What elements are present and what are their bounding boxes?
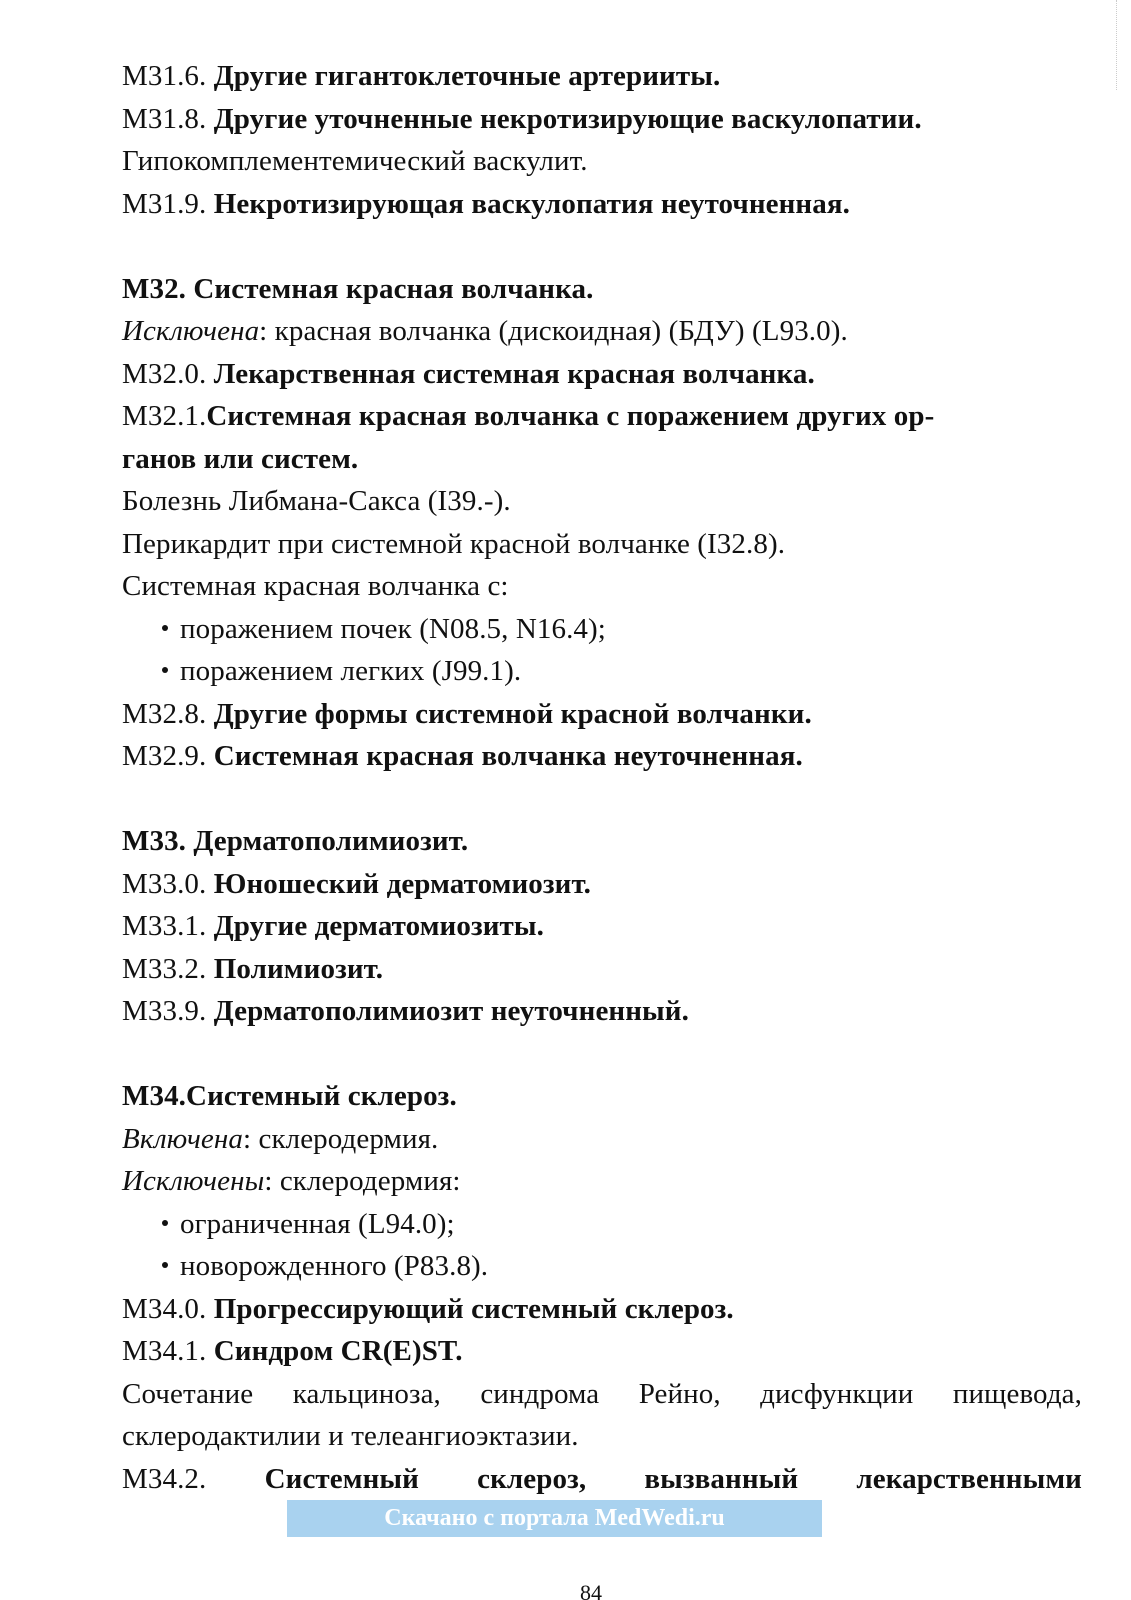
entry-title: Дерматополимиозит неуточненный. xyxy=(213,995,689,1027)
entry-m33-9 xyxy=(122,990,1082,1033)
bullet-text: поражением легких (J99.1). xyxy=(180,655,522,687)
bullet-text: новорожденного (P83.8). xyxy=(180,1250,489,1282)
exclusion-note xyxy=(122,310,1082,353)
document-page xyxy=(122,55,1082,1500)
entry-m32-9 xyxy=(122,735,1082,778)
entry-title: Другие формы системной красной волчанки. xyxy=(213,697,812,730)
entry-title-continued: ганов или систем. xyxy=(122,442,359,475)
section-heading-m34 xyxy=(122,1075,1082,1118)
inclusion-label: Включена xyxy=(122,1122,243,1155)
entry-title: Системная красная волчанка с поражением других ор- xyxy=(206,400,935,432)
bullet-icon xyxy=(162,667,168,673)
entry-m33-0 xyxy=(122,863,1082,906)
entry-code: M31.6. xyxy=(122,60,207,92)
heading-code: M33. xyxy=(122,825,187,857)
heading-code: M34. xyxy=(122,1080,187,1112)
entry-code: M34.2. xyxy=(122,1462,207,1495)
section-heading-m32 xyxy=(122,268,1082,311)
entry-note xyxy=(122,1373,1082,1416)
entry-m33-1 xyxy=(122,905,1082,948)
exclusion-label: Исключены xyxy=(122,1165,265,1197)
heading-title: Системная красная волчанка. xyxy=(193,272,594,305)
entry-title: Лекарственная системная красная волчанка. xyxy=(213,357,815,390)
entry-m32-1 xyxy=(122,395,1082,438)
heading-code: M32. xyxy=(122,272,187,305)
bullet-text: поражением почек (N08.5, N16.4); xyxy=(180,612,606,645)
note-text: Гипокомплементемический васкулит. xyxy=(122,145,588,177)
entry-code: M32.9. xyxy=(122,740,207,772)
inclusion-text: : склеродермия. xyxy=(242,1122,439,1155)
section-gap xyxy=(122,778,1082,821)
note-text: склеродактилии и телеангиоэктазии. xyxy=(122,1420,579,1452)
entry-note xyxy=(122,140,1082,183)
entry-m34-2 xyxy=(122,1458,1082,1501)
note-text: Болезнь Либмана-Сакса (I39.-). xyxy=(122,485,511,517)
entry-title: Другие дерматомиозиты. xyxy=(213,910,544,942)
entry-title: Системный склероз, вызванный лекарственными xyxy=(264,1462,1082,1495)
entry-note xyxy=(122,523,1082,566)
bullet-item xyxy=(122,1203,1082,1246)
bullet-icon xyxy=(162,1220,168,1226)
entry-code: M34.1. xyxy=(122,1335,207,1367)
download-source-banner: Скачано с портала MedWedi.ru xyxy=(287,1500,822,1537)
entry-note xyxy=(122,565,1082,608)
inclusion-note xyxy=(122,1118,1082,1161)
entry-code: M34.0. xyxy=(122,1292,207,1325)
bullet-icon xyxy=(162,1262,168,1268)
entry-m34-1 xyxy=(122,1330,1082,1373)
entry-title: Другие гигантоклеточные артерииты. xyxy=(213,60,721,92)
entry-code: M31.8. xyxy=(122,102,207,135)
note-text: Перикардит при системной красной волчанке (I32.8). xyxy=(122,527,786,560)
bullet-text: ограниченная (L94.0); xyxy=(180,1207,455,1240)
entry-m31-8 xyxy=(122,98,1082,141)
entry-title: Юношеский дерматомиозит. xyxy=(213,867,591,900)
section-heading-m33 xyxy=(122,820,1082,863)
exclusion-label: Исключена xyxy=(122,315,260,347)
entry-title: Некротизирующая васкулопатия неуточненная. xyxy=(213,187,850,220)
entry-code: M33.9. xyxy=(122,995,207,1027)
entry-code: M32.8. xyxy=(122,697,207,730)
bullet-item xyxy=(122,1245,1082,1288)
scan-edge-marks xyxy=(1112,0,1117,90)
bullet-icon xyxy=(162,625,168,631)
entry-m33-2 xyxy=(122,948,1082,991)
entry-code: M33.0. xyxy=(122,867,207,900)
exclusion-text: : склеродермия: xyxy=(264,1165,461,1197)
entry-m32-8 xyxy=(122,693,1082,736)
section-gap xyxy=(122,225,1082,268)
exclusion-note xyxy=(122,1160,1082,1203)
bullet-item xyxy=(122,650,1082,693)
entry-title: Прогрессирующий системный склероз. xyxy=(213,1292,734,1325)
entry-m34-0 xyxy=(122,1288,1082,1331)
entry-note xyxy=(122,480,1082,523)
section-gap xyxy=(122,1033,1082,1076)
entry-note xyxy=(122,1415,1082,1458)
page-number: 84 xyxy=(580,1580,602,1600)
exclusion-text: : красная волчанка (дискоидная) (БДУ) (L93.0). xyxy=(259,315,848,347)
entry-code: M31.9. xyxy=(122,187,207,220)
note-text: Системная красная волчанка с: xyxy=(122,570,509,602)
entry-m32-0 xyxy=(122,353,1082,396)
heading-title: Дерматополимиозит. xyxy=(193,825,469,857)
entry-title: Синдром CR(E)ST. xyxy=(213,1335,463,1367)
entry-title: Полимиозит. xyxy=(213,952,384,985)
entry-code: M32.1. xyxy=(122,400,207,432)
entry-m31-6 xyxy=(122,55,1082,98)
note-text: Сочетание кальциноза, синдрома Рейно, дисфункции пищевода, xyxy=(122,1377,1082,1410)
bullet-item xyxy=(122,608,1082,651)
entry-title: Другие уточненные некротизирующие васкулопатии. xyxy=(213,102,922,135)
entry-code: M32.0. xyxy=(122,357,207,390)
entry-title: Системная красная волчанка неуточненная. xyxy=(213,740,803,772)
entry-code: M33.1. xyxy=(122,910,207,942)
entry-m31-9 xyxy=(122,183,1082,226)
entry-m32-1-continued xyxy=(122,438,1082,481)
entry-code: M33.2. xyxy=(122,952,207,985)
heading-title: Системный склероз. xyxy=(186,1080,457,1112)
